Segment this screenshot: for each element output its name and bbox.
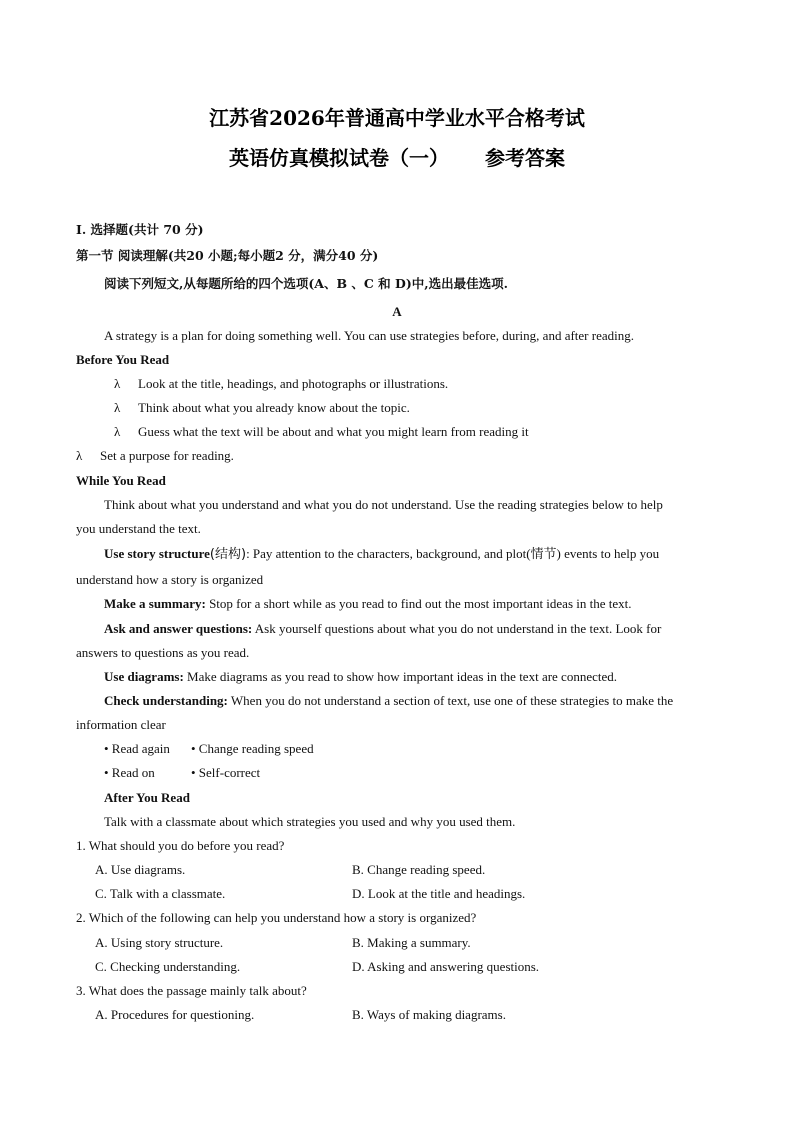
- question-option: D. Asking and answering questions.: [352, 959, 540, 974]
- subtitle-answer-key: 参考答案: [485, 146, 565, 170]
- strategy-item: • Self-correct: [191, 765, 261, 780]
- diagram-text: Make diagrams as you read to show how important ideas in the text are connected.: [183, 669, 617, 684]
- question-option: C. Checking understanding.: [95, 959, 241, 974]
- passage-intro: A strategy is a plan for doing something well. You can use strategies before, during, and after reading.: [104, 328, 634, 343]
- question-option: B. Making a summary.: [352, 935, 471, 950]
- before-item: [114, 400, 410, 416]
- strategy-item: • Read again: [104, 741, 170, 756]
- question-option: A. Using story structure.: [95, 935, 224, 950]
- story-cn2: 情节: [530, 547, 557, 562]
- check-label: Check understanding:: [104, 693, 228, 708]
- question-stem: 2. Which of the following can help you understand how a story is organized?: [76, 910, 477, 925]
- instruction-text: 阅读下列短文,从每题所给的四个选项(A、B 、C 和 D)中,选出最佳选项.: [104, 276, 508, 291]
- strategy-item: • Change reading speed: [191, 741, 314, 756]
- after-text: Talk with a classmate about which strategies you used and why you used them.: [104, 814, 516, 829]
- ask-cont: answers to questions as you read.: [76, 645, 250, 660]
- question-option: C. Talk with a classmate.: [95, 886, 226, 901]
- document-title: 江苏省2026年普通高中学业水平合格考试: [209, 106, 585, 130]
- lambda-bullet-icon: λ: [76, 448, 83, 463]
- summary-text: Stop for a short while as you read to find out the most important ideas in the text.: [205, 596, 632, 611]
- diagram-label: Use diagrams:: [104, 669, 184, 684]
- after-heading: After You Read: [104, 790, 190, 805]
- ask-line: [104, 621, 661, 637]
- before-item: [114, 424, 529, 440]
- strategy-item: • Read on: [104, 765, 155, 780]
- subtitle-exam-name: 英语仿真模拟试卷（一）: [229, 146, 449, 170]
- before-item-text: Set a purpose for reading.: [100, 448, 234, 463]
- question-option: A. Procedures for questioning.: [95, 1007, 255, 1022]
- story-text: : Pay attention to the characters, background, and plot(: [246, 546, 531, 561]
- lambda-bullet-icon: λ: [114, 376, 121, 391]
- story-structure-line: [104, 546, 659, 563]
- lambda-bullet-icon: λ: [114, 424, 121, 439]
- question-option: D. Look at the title and headings.: [352, 886, 526, 901]
- question-option: B. Change reading speed.: [352, 862, 486, 877]
- check-line: [104, 693, 673, 709]
- story-label: Use story structure: [104, 546, 210, 561]
- document-subtitle: [0, 145, 794, 171]
- question-stem: 1. What should you do before you read?: [76, 838, 285, 853]
- before-item: [76, 448, 234, 464]
- lambda-bullet-icon: λ: [114, 400, 121, 415]
- before-item-text: Guess what the text will be about and what you might learn from reading it: [138, 424, 529, 439]
- before-item-text: Look at the title, headings, and photographs or illustrations.: [138, 376, 449, 391]
- story-structure-cont: understand how a story is organized: [76, 572, 264, 587]
- while-paragraph-line2: you understand the text.: [76, 521, 201, 536]
- summary-label: Make a summary:: [104, 596, 206, 611]
- section-heading: I. 选择题(共计 70 分): [76, 222, 204, 237]
- while-paragraph-line1: Think about what you understand and what you do not understand. Use the reading strategies below to help: [104, 497, 663, 512]
- summary-line: [104, 596, 632, 612]
- part-heading: 第一节 阅读理解(共20 小题;每小题2 分，满分40 分): [76, 248, 379, 263]
- check-text: When you do not understand a section of text, use one of these strategies to make the: [227, 693, 674, 708]
- while-heading: While You Read: [76, 473, 166, 488]
- ask-text: Ask yourself questions about what you do not understand in the text. Look for: [252, 621, 662, 636]
- before-item-text: Think about what you already know about the topic.: [138, 400, 410, 415]
- before-item: [114, 376, 448, 392]
- question-stem: 3. What does the passage mainly talk about?: [76, 983, 307, 998]
- before-heading: Before You Read: [76, 352, 170, 367]
- question-option: B. Ways of making diagrams.: [352, 1007, 506, 1022]
- ask-label: Ask and answer questions:: [104, 621, 253, 636]
- check-cont: information clear: [76, 717, 166, 732]
- passage-letter: A: [392, 304, 402, 319]
- diagram-line: [104, 669, 617, 685]
- story-text2: ) events to help you: [556, 546, 660, 561]
- question-option: A. Use diagrams.: [95, 862, 186, 877]
- story-cn: (结构): [209, 547, 247, 562]
